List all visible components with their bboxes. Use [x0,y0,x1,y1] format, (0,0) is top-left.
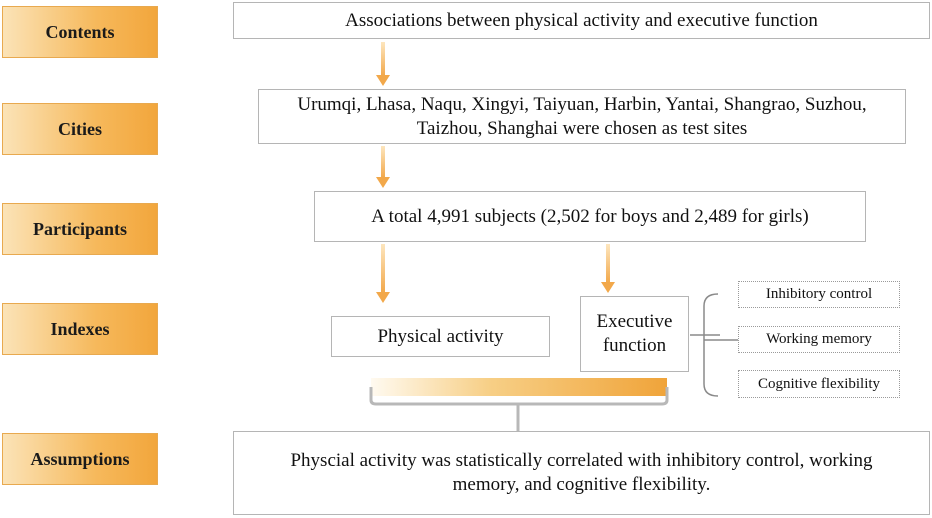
label-cities-text: Cities [58,118,102,139]
assumptions-text-line1: Physcial activity was statistically correlated with inhibitory control, working [290,450,873,471]
cognitive-flexibility-text: Cognitive flexibility [757,375,881,392]
executive-function-text-line2: function [602,335,667,356]
executive-function-bracket [690,294,738,396]
label-indexes-text: Indexes [50,318,110,339]
label-contents-text: Contents [45,21,115,42]
participants-text: A total 4,991 subjects (2,502 for boys and 2,489 for girls) [371,205,809,227]
contents-text: Associations between physical activity and executive function [345,9,818,31]
cities-text-line2: Taizhou, Shanghai were chosen as test sites [416,117,748,139]
working-memory-text: Working memory [766,331,872,347]
physical-activity-text: Physical activity [377,325,504,347]
cities-text-line1: Urumqi, Lhasa, Naqu, Xingyi, Taiyuan, Harbin, Yantai, Shangrao, Suzhou, [297,93,867,115]
executive-function-text-line1: Executive [596,311,673,332]
label-participants-text: Participants [33,218,127,239]
inhibitory-control-text: Inhibitory control [765,286,873,302]
assumptions-text-line2: memory, and cognitive flexibility. [452,474,711,495]
merge-brace [371,387,667,431]
label-assumptions-text: Assumptions [30,448,130,469]
